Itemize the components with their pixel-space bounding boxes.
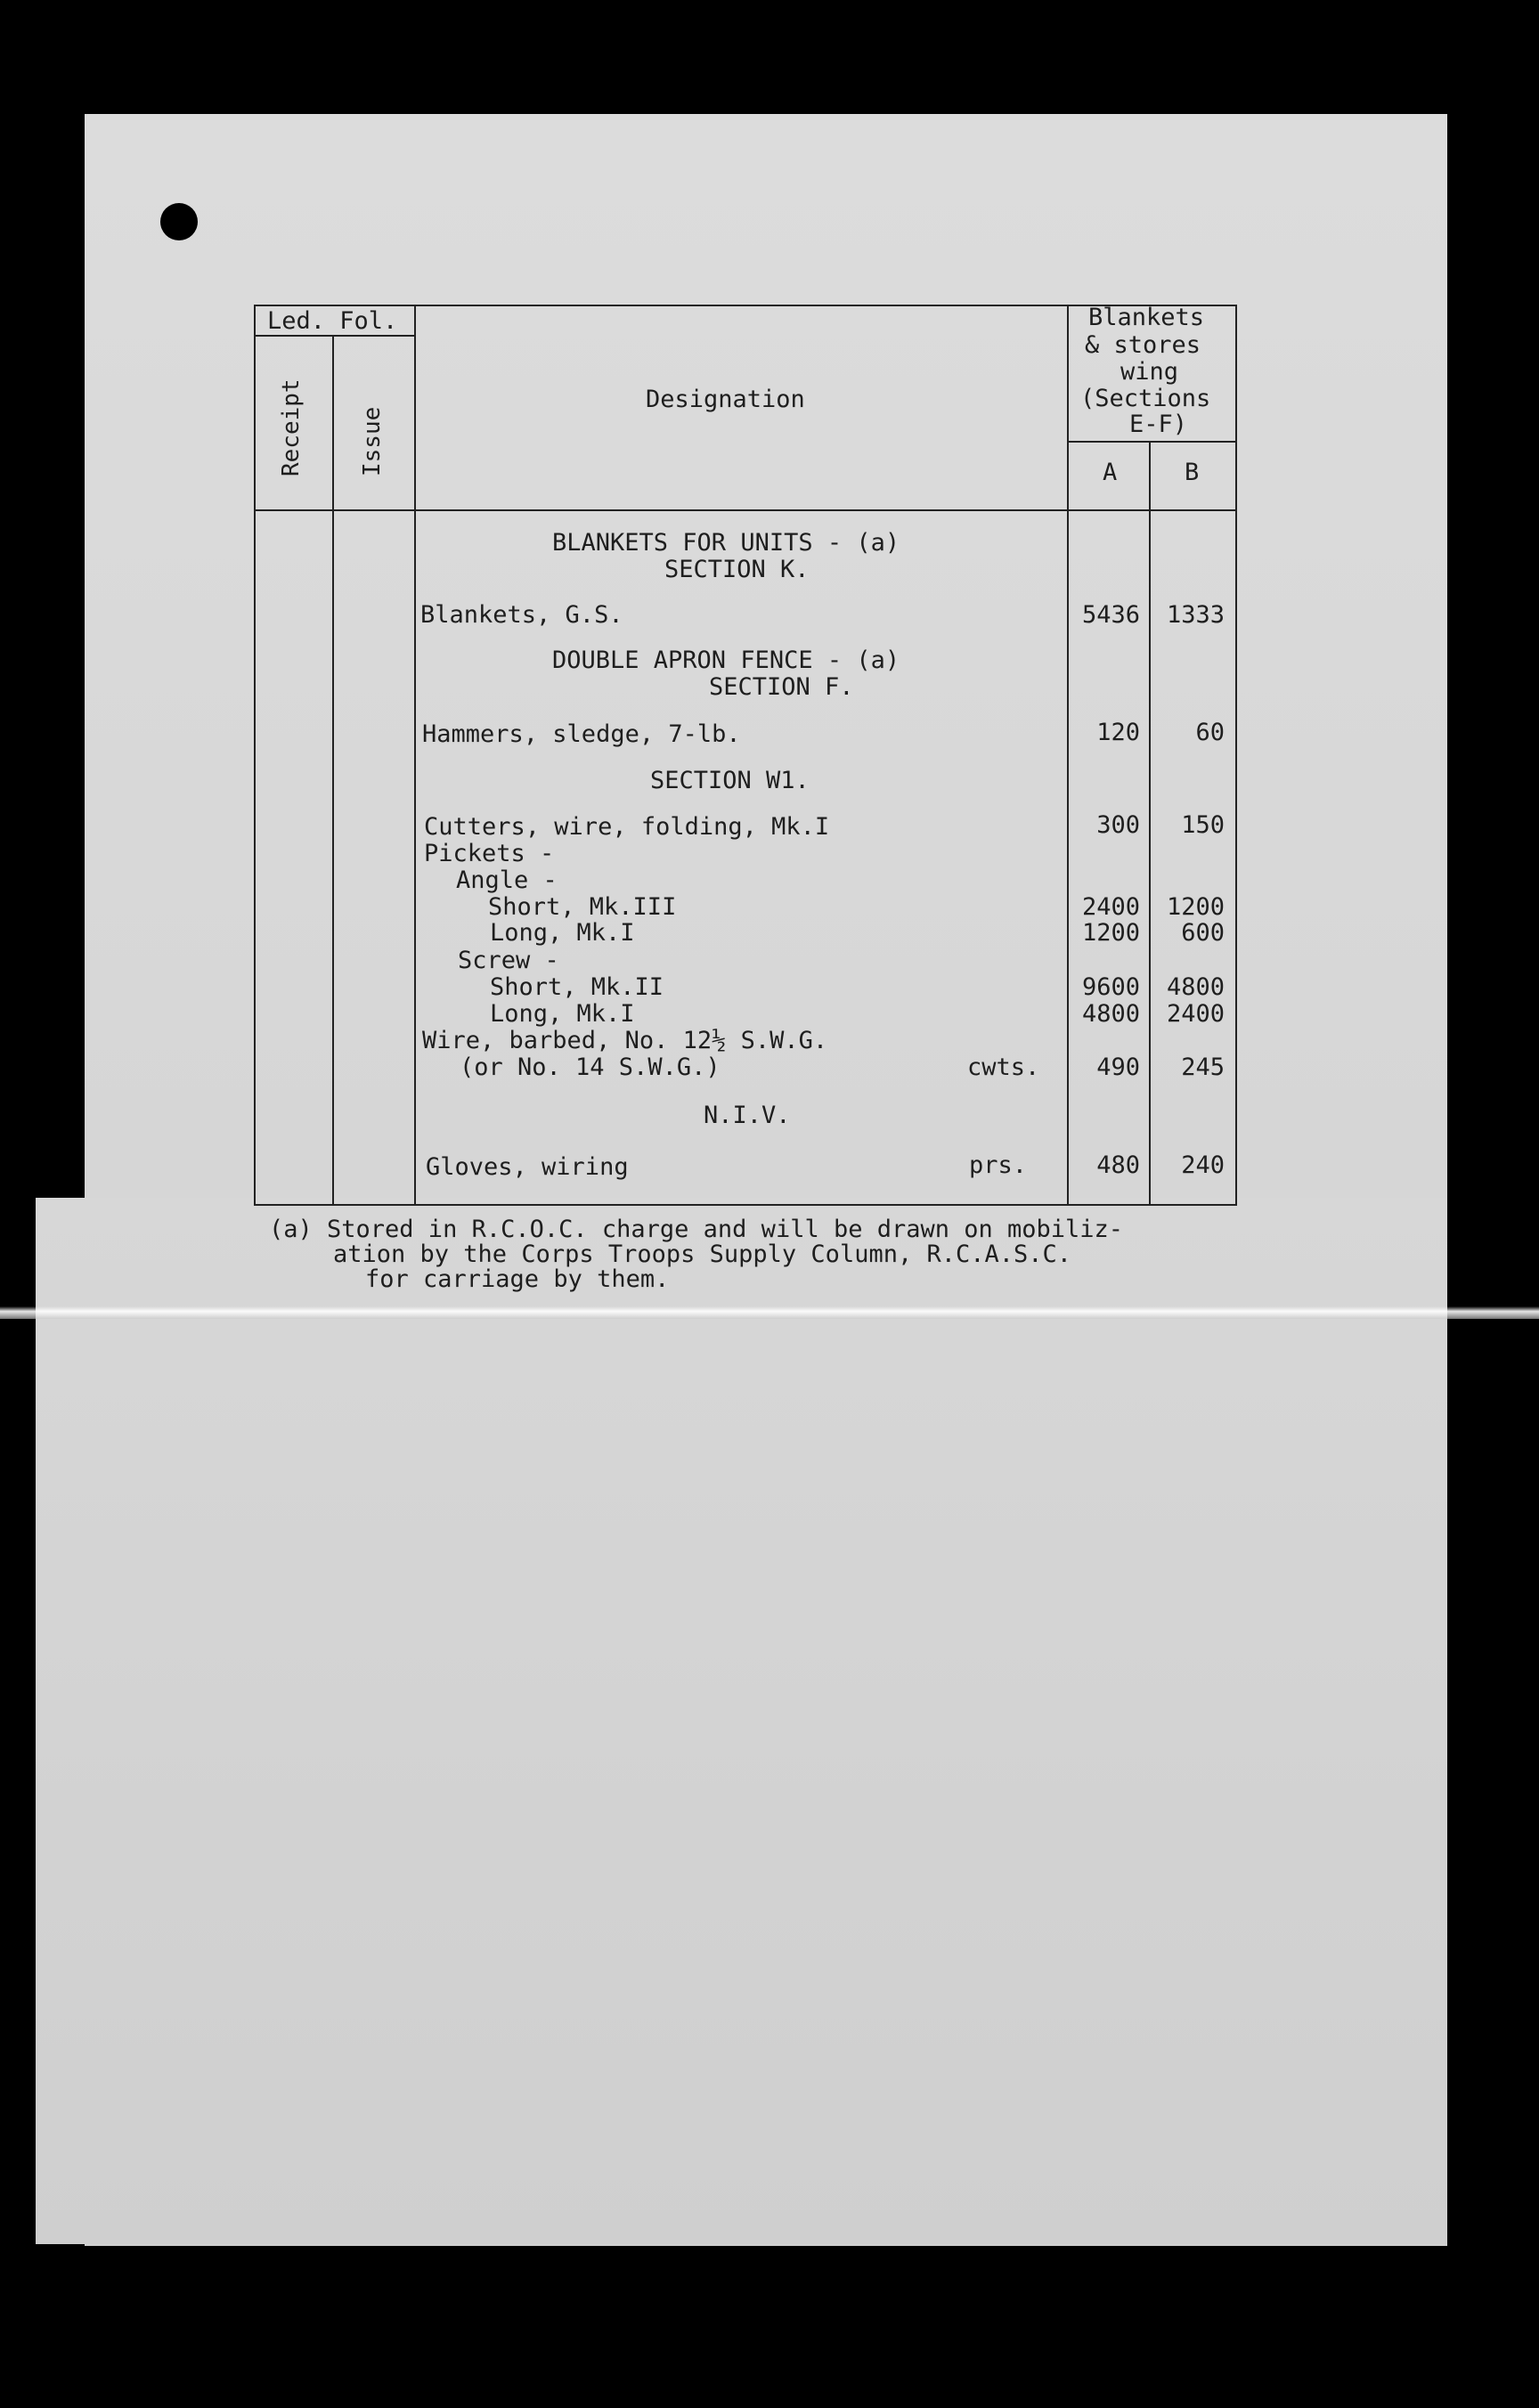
qty-b: 2400 <box>1166 1000 1225 1028</box>
paper-fold <box>0 1306 1539 1319</box>
footnote-line-1: (a) Stored in R.C.O.C. charge and will be drawn on mobiliz- <box>269 1216 1124 1243</box>
item-designation: Wire, barbed, No. 12½ S.W.G. <box>422 1027 828 1054</box>
section-heading: SECTION W1. <box>650 767 810 794</box>
item-designation: Pickets - <box>424 840 555 867</box>
footnote-line-3: for carriage by them. <box>365 1265 670 1293</box>
section-heading: DOUBLE APRON FENCE - (a) <box>552 647 900 674</box>
qty-b: 150 <box>1181 811 1225 839</box>
receipt-header: Receipt <box>278 378 305 476</box>
column-a-header: A <box>1103 459 1118 486</box>
blankets-header-line-3: wing <box>1120 358 1179 386</box>
qty-a: 5436 <box>1081 601 1140 629</box>
qty-b: 1200 <box>1166 893 1225 921</box>
item-designation: Short, Mk.III <box>488 893 677 921</box>
qty-b: 60 <box>1195 719 1225 746</box>
item-designation: Long, Mk.I <box>490 919 635 947</box>
table-right-border <box>1235 305 1237 1206</box>
a-b-divider <box>1149 441 1151 1206</box>
blankets-header-line-5: E-F) <box>1129 411 1188 438</box>
item-designation: Long, Mk.I <box>490 1000 635 1028</box>
table-bottom-border <box>254 1204 1237 1206</box>
item-designation: Screw - <box>458 947 559 974</box>
section-heading: BLANKETS FOR UNITS - (a) <box>552 529 900 557</box>
receipt-issue-divider <box>332 335 334 1206</box>
qty-b: 245 <box>1181 1054 1225 1081</box>
qty-a: 4800 <box>1081 1000 1140 1028</box>
qty-b: 240 <box>1181 1151 1225 1179</box>
qty-b: 1333 <box>1166 601 1225 629</box>
unit-label: cwts. <box>967 1054 1040 1081</box>
blankets-header-line-4: (Sections <box>1080 385 1211 412</box>
item-designation: Blankets, G.S. <box>420 601 623 629</box>
column-b-header: B <box>1185 459 1200 486</box>
qty-a: 490 <box>1096 1054 1140 1081</box>
table-left-border <box>254 305 256 1206</box>
issue-designation-divider <box>414 305 416 1206</box>
footnote-line-2: ation by the Corps Troops Supply Column, R.C.A.S.C. <box>333 1241 1072 1268</box>
item-designation: Hammers, sledge, 7-lb. <box>422 720 741 748</box>
qty-b: 4800 <box>1166 973 1225 1001</box>
section-heading: N.I.V. <box>704 1102 791 1129</box>
blankets-header-line-2: & stores <box>1085 331 1201 359</box>
paper-lower-sheet <box>36 1198 1447 2244</box>
unit-label: prs. <box>969 1151 1028 1179</box>
punch-hole <box>160 203 198 240</box>
item-designation: Angle - <box>456 866 558 894</box>
designation-header: Designation <box>646 386 805 413</box>
ab-header-line <box>1067 441 1235 443</box>
ledger-folio-header: Led. Fol. <box>267 307 398 335</box>
item-designation: Gloves, wiring <box>426 1153 629 1181</box>
header-bottom-border <box>254 509 1235 511</box>
ledfol-underline <box>254 335 414 337</box>
qty-a: 300 <box>1096 811 1140 839</box>
qty-a: 120 <box>1096 719 1140 746</box>
qty-a: 2400 <box>1081 893 1140 921</box>
qty-a: 9600 <box>1081 973 1140 1001</box>
item-designation: Cutters, wire, folding, Mk.I <box>424 813 830 841</box>
section-heading: SECTION F. <box>709 673 854 701</box>
issue-header: Issue <box>359 406 386 476</box>
qty-b: 600 <box>1181 919 1225 947</box>
qty-a: 1200 <box>1081 919 1140 947</box>
item-designation: (or No. 14 S.W.G.) <box>460 1054 721 1081</box>
blankets-header-line-1: Blankets <box>1088 304 1205 331</box>
qty-a: 480 <box>1096 1151 1140 1179</box>
item-designation: Short, Mk.II <box>490 973 664 1001</box>
section-heading: SECTION K. <box>664 556 810 583</box>
